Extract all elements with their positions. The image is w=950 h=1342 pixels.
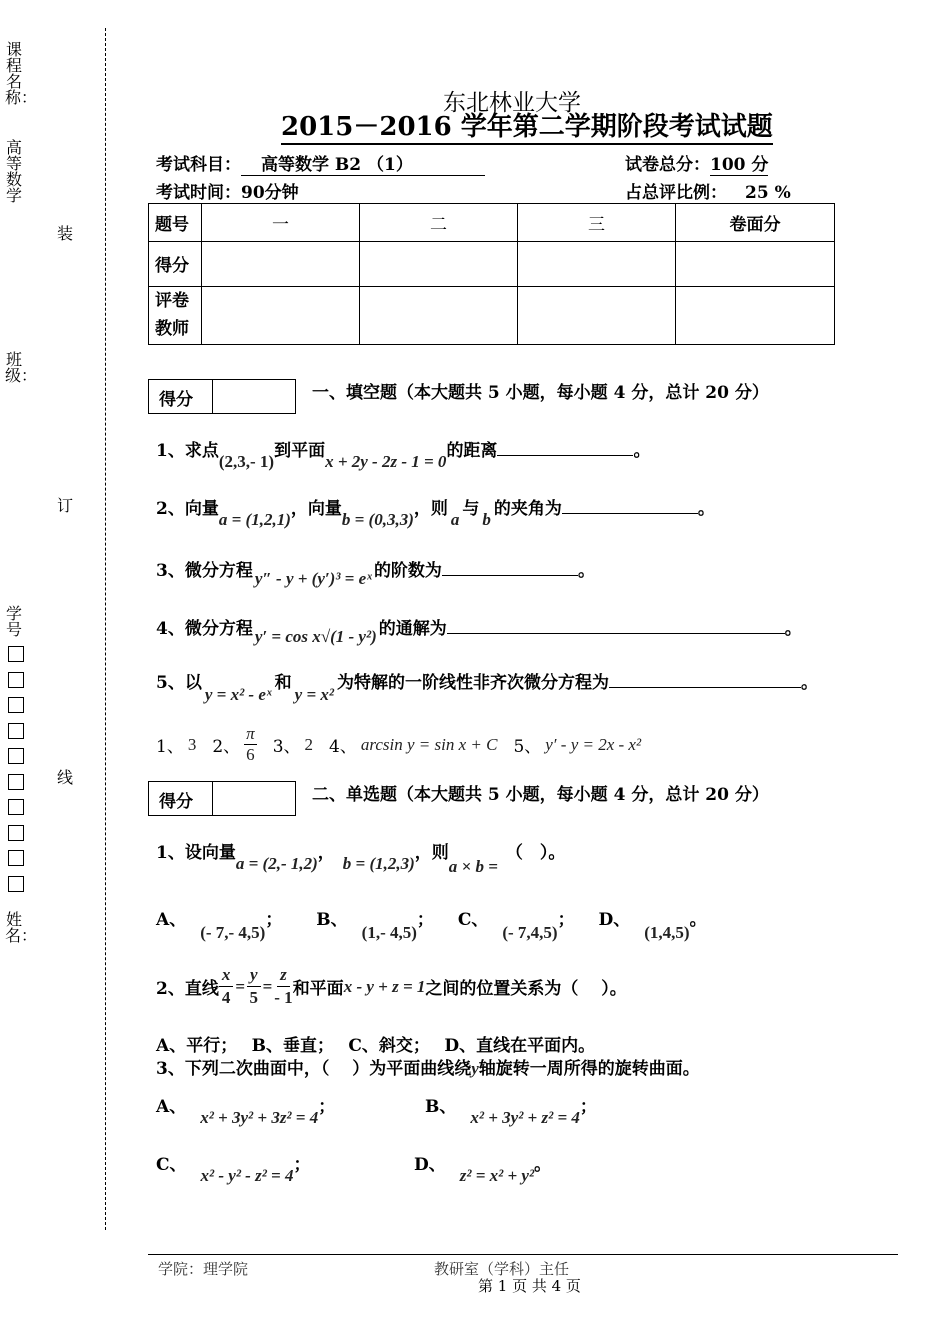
subject-label: 考试科目： [156,155,241,175]
student-id-digit-box[interactable] [8,850,24,866]
s2-q3-option-d[interactable]: D、z² = x² + y²。 [414,1155,552,1185]
s2-q3: 3、下列二次曲面中，（ ）为平面曲线绕y轴旋转一周所得的旋转曲面。 [156,1059,700,1079]
option-a[interactable]: A、(- 7,- 4,5)； [156,910,283,942]
binding-line [105,28,106,1230]
student-id-digit-box[interactable] [8,697,24,713]
section1-title: 一、填空题（本大题共 5 小题，每小题 4 分，总计 20 分） [312,383,769,403]
exam-title: 2015－2016 学年第二学期阶段考试试题 [281,111,773,145]
section2-title: 二、单选题（本大题共 5 小题，每小题 4 分，总计 20 分） [312,785,769,805]
university-name: 东北林业大学 [443,90,581,116]
page-number: 第 1 页 共 4 页 [478,1277,581,1295]
s1-q4-answer-blank[interactable] [447,617,785,634]
s1-q5: 5、以y = x² - eˣ和y = x²为特解的一阶线性非齐次微分方程为 。 [156,673,819,704]
footer-director: 教研室（学科）主任 [434,1260,570,1278]
score-cell[interactable] [518,242,676,286]
answer-fraction: π 6 [246,724,255,764]
student-id-digit-box[interactable] [8,672,24,688]
table-header-cell: 卷面分 [676,204,835,242]
table-header-cell: 三 [518,204,676,242]
student-id-digit-box[interactable] [8,646,24,662]
grader-row-label: 评卷 教师 [149,286,202,344]
grader-cell[interactable] [676,286,835,344]
section1-score-box[interactable] [148,379,296,414]
bind-char-xian: 线 [56,768,73,787]
footer-rule [148,1254,898,1255]
subject-value: 高等数学 B2 （1） [241,150,485,176]
section1-score-label: 得分 [149,380,213,413]
answer-key: 1、 3 2、 π 6 3、 2 4、 arcsin y = sin x + C 5、 y′ - y = 2x - x² [156,724,642,764]
s2-q1-options [156,905,707,942]
s2-q3-option-b[interactable]: B、x² + 3y² + z² = 4； [425,1097,597,1127]
s1-q3: 3、微分方程 y″ - y + (y′)³ = eˣ 的阶数为 。 [156,561,595,588]
s2-q3-option-c[interactable]: C、x² - y² - z² = 4； [156,1155,311,1185]
student-id-label: 学号 [5,604,22,639]
ratio-value: 25 % [727,183,811,204]
section2-score-box[interactable] [148,781,296,816]
student-id-digit-box[interactable] [8,825,24,841]
student-id-digit-box[interactable] [8,876,24,892]
section2-score-label: 得分 [149,782,213,815]
s2-q3-option-a[interactable]: A、x² + 3y² + 3z² = 4； [156,1097,336,1127]
s2-q2-options: A、平行； B、垂直； C、斜交； D、直线在平面内。 [156,1036,596,1056]
s1-q4: 4、微分方程 y′ = cos x√(1 - y²) 的通解为 。 [156,619,802,646]
class-label: 班级： [5,350,38,385]
table-header-cell: 题号 [149,204,202,242]
exam-time-value: 90 [241,183,265,203]
exam-time-label: 考试时间： [156,183,241,203]
total-score-value: 100 分 [710,155,769,175]
s1-q1-answer-blank[interactable] [497,439,633,456]
table-header-cell: 二 [360,204,518,242]
course-name-value: 高等数学 [5,138,22,205]
bind-char-zhuang: 装 [56,224,73,243]
table-header-cell: 一 [202,204,360,242]
s1-q1: 1、求点(2,3,- 1)到平面x + 2y - 2z - 1 = 0的距离 。 [156,441,651,471]
s1-q2: 2、向量a = (1,2,1)，向量b = (0,3,3)，则a与b的夹角为 。 [156,499,715,529]
exam-time-unit: 分钟 [264,183,299,203]
score-cell[interactable] [676,242,835,286]
option-d[interactable]: D、(1,4,5)。 [598,910,707,942]
course-name-label: 课程名称： [5,40,38,107]
bind-char-ding: 订 [56,496,73,515]
s1-q2-answer-blank[interactable] [562,497,698,514]
grader-cell[interactable] [518,286,676,344]
s1-q3-answer-blank[interactable] [442,559,578,576]
score-row-label: 得分 [149,242,202,286]
grader-cell[interactable] [360,286,518,344]
score-cell[interactable] [360,242,518,286]
option-b[interactable]: B、(1,- 4,5)； [316,910,434,942]
footer-school: 学院：理学院 [158,1260,249,1278]
grader-cell[interactable] [202,286,360,344]
student-id-digit-box[interactable] [8,799,24,815]
name-label: 姓名： [5,910,38,945]
student-id-digit-box[interactable] [8,774,24,790]
ratio-label: 占总评比例： [625,183,727,203]
total-score-label: 试卷总分： [625,155,710,175]
s2-q2: 2、直线 $\frac{x}{4}$ = $\frac{y}{5}$ = $\frac{z}{- 1}$ 和平面 x - y + z = 1 之间的位置关系为（ ）。 [156,965,627,1007]
s1-q5-answer-blank[interactable] [609,671,801,688]
score-cell[interactable] [202,242,360,286]
option-c[interactable]: C、(- 7,4,5)； [457,910,575,942]
s2-q1: 1、设向量a = (2,- 1,2)，b = (1,2,3)，则a × b =（ ）。 [156,843,566,876]
student-id-digit-box[interactable] [8,748,24,764]
score-table [148,203,835,345]
student-id-digit-box[interactable] [8,723,24,739]
